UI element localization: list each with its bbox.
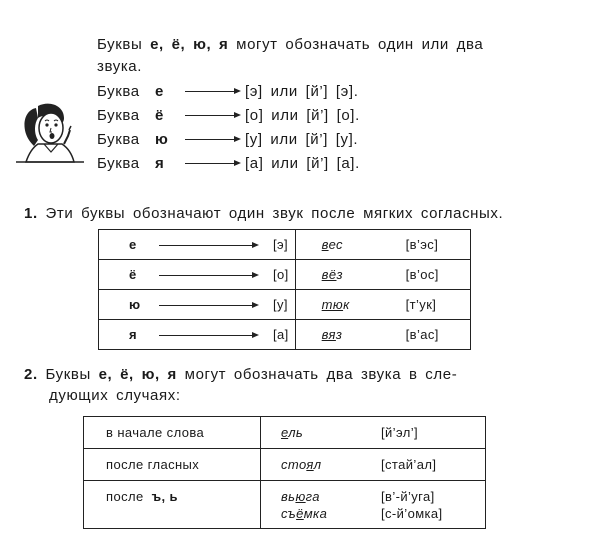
intro-row-or: или (270, 82, 298, 100)
intro-row-sound3: [о]. (336, 106, 360, 124)
section-2-heading (24, 366, 457, 383)
example-word-underlined: тю (321, 297, 344, 312)
example-word-underlined: ё (296, 505, 304, 521)
example-word-post: ль (288, 425, 304, 440)
table-cell-letter-sound (99, 230, 296, 260)
table-row (99, 260, 471, 290)
intro-row-word: Буква (97, 154, 140, 172)
table-cell-example (295, 290, 470, 320)
example-word-post: мка (303, 505, 328, 521)
table-row (84, 417, 486, 449)
intro-row-word: Буква (97, 130, 140, 148)
example-word-underlined: е (281, 425, 289, 440)
teacher-illustration (14, 100, 86, 164)
example-word-post: га (305, 488, 320, 504)
section-2-table (83, 416, 486, 529)
section-2-letters: е, ё, ю, я (98, 366, 177, 383)
arrow-icon (185, 86, 241, 96)
intro-row-letter: ё (155, 106, 164, 124)
arrow-icon (185, 110, 241, 120)
case-bold-letters: ъ, ь (151, 489, 178, 504)
section-1-title: Эти буквы обозначают один звук после мягких согласных. (45, 205, 504, 222)
section-2-number: 2. (24, 366, 38, 383)
example-word-post: л (313, 457, 322, 472)
intro-line-2: звука. (97, 58, 143, 75)
arrow-icon (159, 330, 259, 340)
section-2-suffix: могут обозначать два звука в сле- (184, 366, 458, 383)
case-cell (84, 481, 261, 529)
example-word-underlined: в (321, 237, 329, 252)
intro-row-letter: ю (155, 130, 169, 148)
example-word (281, 489, 381, 504)
case-cell (84, 449, 261, 481)
example-word-underlined: я (306, 457, 314, 472)
intro-prefix: Буквы (97, 36, 143, 53)
intro-row-sound2: [й’] (305, 130, 328, 148)
intro-row-sound1: [э] (245, 82, 263, 100)
arrow-icon (185, 158, 241, 168)
table-letter: я (129, 327, 137, 342)
example-transcription: [в’ас] (405, 327, 439, 342)
example-word-pre: сто (281, 457, 307, 472)
intro-row-or: или (271, 106, 299, 124)
arrow-icon (185, 134, 241, 144)
table-cell-letter-sound (99, 290, 296, 320)
table-sound: [э] (273, 237, 289, 252)
intro-row-word: Буква (97, 106, 140, 124)
table-row (99, 290, 471, 320)
section-1-number: 1. (24, 205, 38, 222)
example-word-pre: вь (281, 488, 296, 504)
case-text: после (106, 489, 144, 504)
section-2-prefix: Буквы (45, 366, 91, 383)
intro-row-sound2: [й’] (306, 154, 329, 172)
table-cell-example (295, 260, 470, 290)
arrow-icon (159, 270, 259, 280)
section-1-heading (24, 205, 503, 222)
intro-row-sound2: [й’] (305, 82, 329, 100)
table-letter: е (129, 237, 137, 252)
example-transcription: [в’ос] (405, 267, 439, 282)
example-word-rest: з (335, 327, 343, 342)
intro-row (97, 103, 360, 127)
example-cell (261, 449, 486, 481)
table-row (84, 481, 486, 529)
table-cell-example (295, 320, 470, 350)
intro-row (97, 127, 360, 151)
intro-line-1 (97, 36, 483, 53)
intro-row (97, 151, 360, 175)
example-word-underlined: вё (321, 267, 337, 282)
intro-row-letter: е (155, 82, 164, 100)
table-cell-example (295, 230, 470, 260)
intro-row-word: Буква (97, 82, 140, 100)
example-transcription: [т’ук] (405, 297, 437, 312)
table-cell-letter-sound (99, 260, 296, 290)
example-word-underlined: ю (295, 488, 306, 504)
table-sound: [о] (273, 267, 289, 282)
example-transcription: [й’эл’] (381, 425, 418, 440)
table-cell-letter-sound (99, 320, 296, 350)
example-transcription: [с-й’омка] (381, 505, 443, 521)
table-sound: [а] (273, 327, 289, 342)
intro-row-sound1: [а] (245, 154, 264, 172)
table-letter: ю (129, 297, 141, 312)
example-transcription: [в’-й’уга] (381, 488, 435, 504)
table-letter: ё (129, 267, 137, 282)
example-word-underlined: вя (321, 327, 336, 342)
intro-row-sound3: [э]. (335, 82, 359, 100)
example-word (302, 297, 406, 312)
table-sound: [у] (273, 297, 288, 312)
intro-row-sound1: [о] (245, 106, 264, 124)
intro-row-letter: я (155, 154, 165, 172)
intro-row-or: или (270, 130, 298, 148)
example-word (302, 237, 406, 252)
intro-row-sound1: [у] (245, 130, 263, 148)
example-word-pre: съ (281, 505, 297, 521)
case-text: после гласных (106, 457, 200, 472)
intro-row-sound3: [а]. (336, 154, 360, 172)
example-word (302, 267, 406, 282)
example-word (281, 425, 381, 440)
table-row (84, 449, 486, 481)
example-cell (261, 417, 486, 449)
section-1-table (98, 229, 471, 350)
section-2-line-2: дующих случаях: (49, 387, 181, 404)
intro-row-sound2: [й’] (306, 106, 329, 124)
example-word (281, 506, 381, 521)
arrow-icon (159, 300, 259, 310)
example-transcription: [стай’ал] (381, 457, 437, 472)
intro-suffix: могут обозначать один или два (236, 36, 484, 53)
intro-row-sound3: [у]. (335, 130, 359, 148)
arrow-icon (159, 240, 259, 250)
intro-rows (97, 79, 360, 175)
table-row (99, 320, 471, 350)
example-word-rest: з (336, 267, 343, 282)
example-word (281, 457, 381, 472)
intro-row (97, 79, 360, 103)
case-text: в начале слова (106, 425, 205, 440)
case-cell (84, 417, 261, 449)
table-row (99, 230, 471, 260)
example-transcription: [в’эс] (405, 237, 439, 252)
example-cell (261, 481, 486, 529)
example-word-rest: ес (328, 237, 343, 252)
intro-row-or: или (271, 154, 299, 172)
example-word-rest: к (343, 297, 350, 312)
intro-letters: е, ё, ю, я (150, 36, 229, 53)
example-word (302, 327, 406, 342)
